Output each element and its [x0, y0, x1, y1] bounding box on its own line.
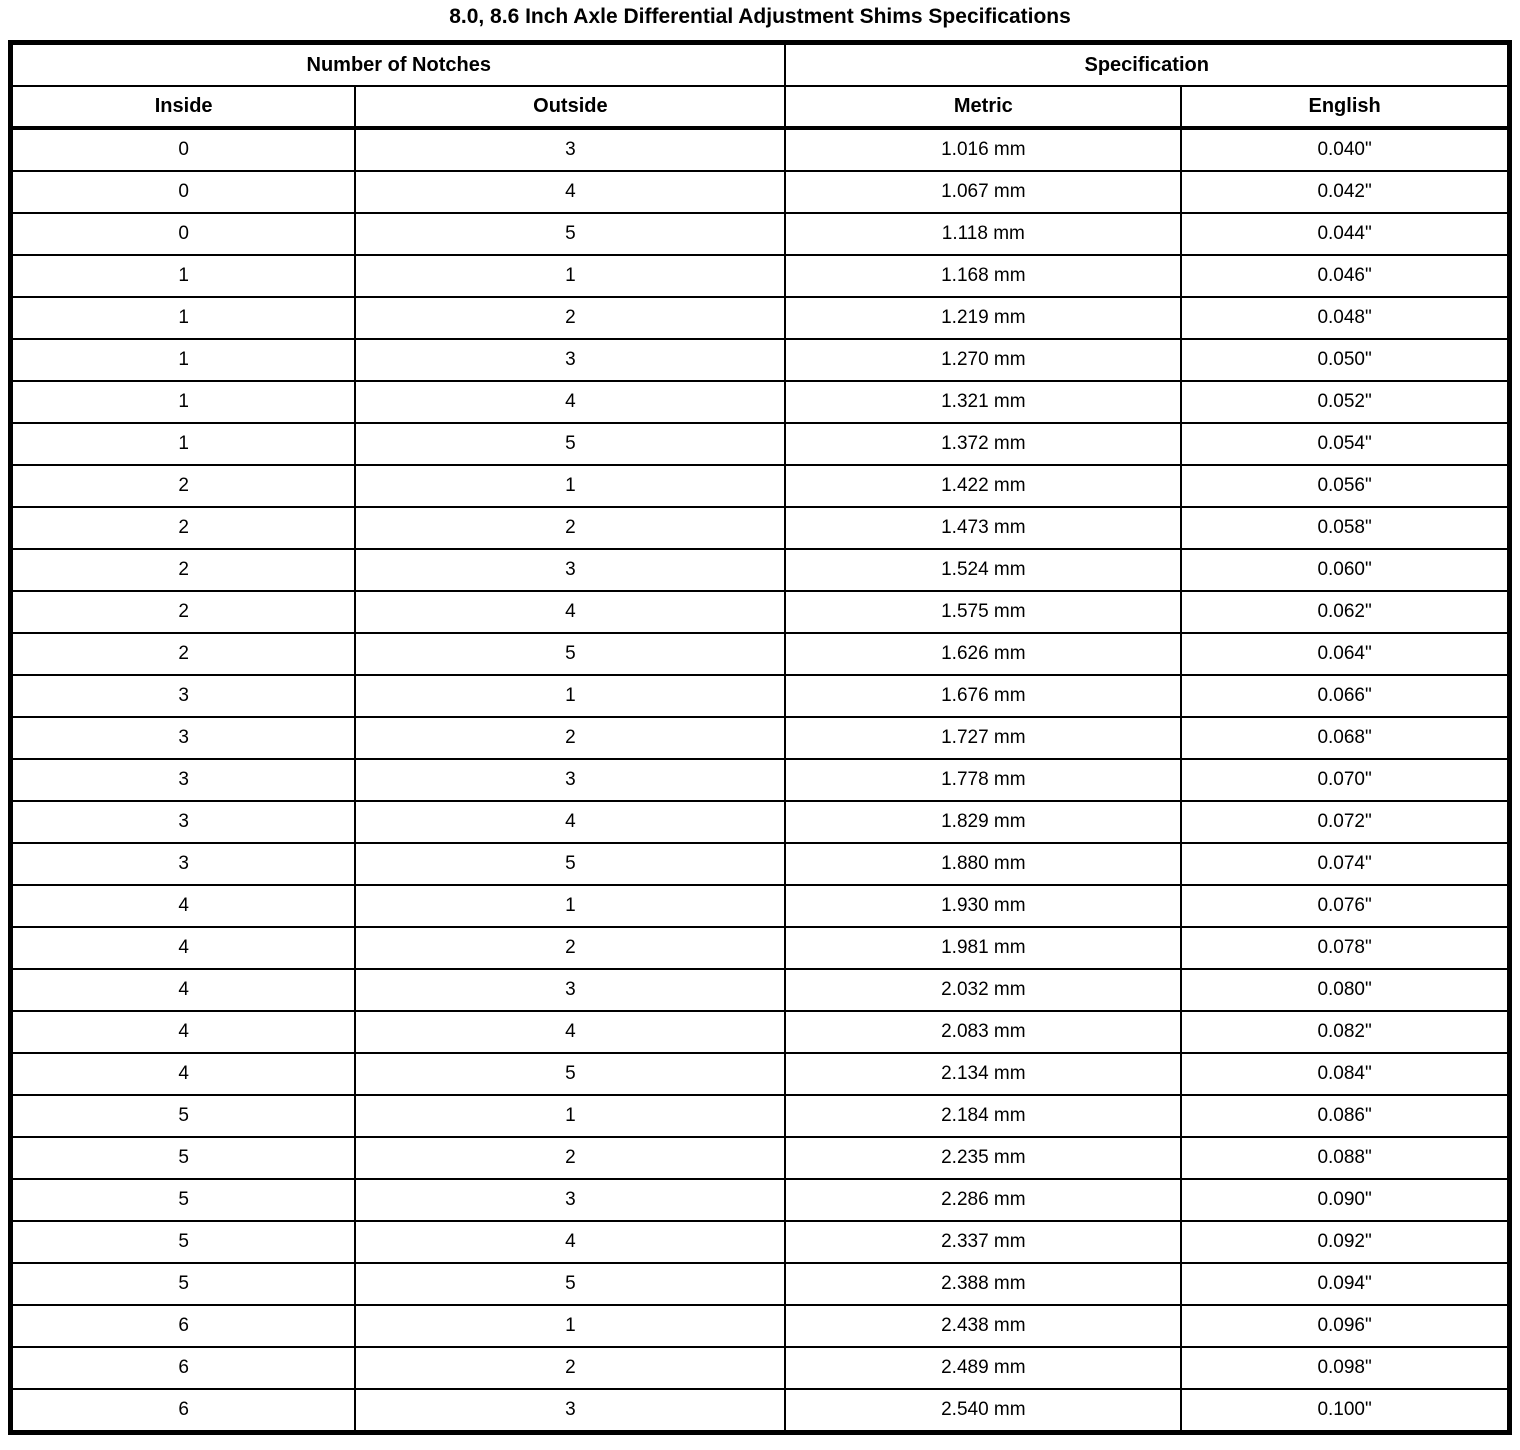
table-row: [11, 1179, 1510, 1221]
table-body: [11, 128, 1510, 1433]
cell-inside: 4: [11, 885, 356, 927]
cell-metric: 1.981 mm: [785, 927, 1181, 969]
cell-english: 0.082": [1181, 1011, 1509, 1053]
cell-inside: 3: [11, 801, 356, 843]
cell-inside: 6: [11, 1305, 356, 1347]
cell-metric: 2.286 mm: [785, 1179, 1181, 1221]
cell-inside: 2: [11, 591, 356, 633]
cell-outside: 3: [355, 549, 785, 591]
cell-inside: 4: [11, 1053, 356, 1095]
cell-metric: 1.727 mm: [785, 717, 1181, 759]
table-row: [11, 1389, 1510, 1433]
cell-metric: 2.134 mm: [785, 1053, 1181, 1095]
cell-english: 0.094": [1181, 1263, 1509, 1305]
cell-metric: 1.473 mm: [785, 507, 1181, 549]
cell-inside: 1: [11, 255, 356, 297]
cell-metric: 1.422 mm: [785, 465, 1181, 507]
table-row: [11, 549, 1510, 591]
cell-metric: 2.489 mm: [785, 1347, 1181, 1389]
table-row: [11, 1095, 1510, 1137]
cell-outside: 1: [355, 1305, 785, 1347]
cell-english: 0.056": [1181, 465, 1509, 507]
cell-outside: 2: [355, 927, 785, 969]
cell-outside: 1: [355, 465, 785, 507]
cell-inside: 3: [11, 675, 356, 717]
table-row: [11, 213, 1510, 255]
table-row: [11, 507, 1510, 549]
cell-outside: 1: [355, 885, 785, 927]
cell-metric: 1.118 mm: [785, 213, 1181, 255]
cell-english: 0.044": [1181, 213, 1509, 255]
table-row: [11, 423, 1510, 465]
cell-metric: 1.067 mm: [785, 171, 1181, 213]
cell-inside: 1: [11, 297, 356, 339]
cell-outside: 2: [355, 717, 785, 759]
cell-outside: 2: [355, 507, 785, 549]
cell-metric: 1.575 mm: [785, 591, 1181, 633]
cell-metric: 2.032 mm: [785, 969, 1181, 1011]
cell-metric: 1.270 mm: [785, 339, 1181, 381]
cell-english: 0.050": [1181, 339, 1509, 381]
cell-inside: 1: [11, 423, 356, 465]
table-row: [11, 969, 1510, 1011]
cell-outside: 3: [355, 339, 785, 381]
cell-metric: 1.524 mm: [785, 549, 1181, 591]
cell-inside: 5: [11, 1179, 356, 1221]
cell-outside: 2: [355, 1347, 785, 1389]
table-row: [11, 465, 1510, 507]
cell-english: 0.078": [1181, 927, 1509, 969]
cell-outside: 3: [355, 969, 785, 1011]
shim-spec-table: [8, 40, 1512, 1435]
cell-metric: 2.438 mm: [785, 1305, 1181, 1347]
cell-outside: 4: [355, 801, 785, 843]
cell-metric: 1.626 mm: [785, 633, 1181, 675]
cell-metric: 2.388 mm: [785, 1263, 1181, 1305]
cell-outside: 1: [355, 675, 785, 717]
column-header-metric: Metric: [785, 86, 1181, 128]
table-row: [11, 591, 1510, 633]
cell-english: 0.098": [1181, 1347, 1509, 1389]
cell-english: 0.064": [1181, 633, 1509, 675]
table-row: [11, 1305, 1510, 1347]
cell-metric: 2.083 mm: [785, 1011, 1181, 1053]
cell-outside: 1: [355, 1095, 785, 1137]
cell-metric: 1.372 mm: [785, 423, 1181, 465]
cell-inside: 4: [11, 969, 356, 1011]
cell-english: 0.046": [1181, 255, 1509, 297]
cell-outside: 5: [355, 1263, 785, 1305]
cell-metric: 2.235 mm: [785, 1137, 1181, 1179]
cell-inside: 1: [11, 381, 356, 423]
cell-english: 0.060": [1181, 549, 1509, 591]
cell-english: 0.054": [1181, 423, 1509, 465]
table-row: [11, 633, 1510, 675]
cell-english: 0.084": [1181, 1053, 1509, 1095]
table-row: [11, 297, 1510, 339]
cell-outside: 5: [355, 1053, 785, 1095]
cell-metric: 1.880 mm: [785, 843, 1181, 885]
column-header-outside: Outside: [355, 86, 785, 128]
cell-inside: 2: [11, 633, 356, 675]
cell-outside: 4: [355, 1011, 785, 1053]
cell-outside: 5: [355, 633, 785, 675]
cell-english: 0.074": [1181, 843, 1509, 885]
cell-english: 0.092": [1181, 1221, 1509, 1263]
cell-outside: 3: [355, 128, 785, 171]
cell-metric: 1.016 mm: [785, 128, 1181, 171]
cell-outside: 3: [355, 1389, 785, 1433]
cell-inside: 5: [11, 1263, 356, 1305]
cell-english: 0.096": [1181, 1305, 1509, 1347]
cell-english: 0.052": [1181, 381, 1509, 423]
cell-inside: 4: [11, 927, 356, 969]
cell-inside: 5: [11, 1137, 356, 1179]
cell-english: 0.042": [1181, 171, 1509, 213]
table-row: [11, 759, 1510, 801]
cell-outside: 4: [355, 1221, 785, 1263]
cell-metric: 1.930 mm: [785, 885, 1181, 927]
table-row: [11, 1221, 1510, 1263]
cell-inside: 3: [11, 759, 356, 801]
table-row: [11, 717, 1510, 759]
cell-metric: 1.778 mm: [785, 759, 1181, 801]
table-row: [11, 1347, 1510, 1389]
cell-outside: 2: [355, 297, 785, 339]
cell-inside: 6: [11, 1389, 356, 1433]
table-row: [11, 843, 1510, 885]
cell-metric: 1.676 mm: [785, 675, 1181, 717]
column-header-inside: Inside: [11, 86, 356, 128]
cell-inside: 3: [11, 717, 356, 759]
cell-outside: 4: [355, 171, 785, 213]
table-row: [11, 171, 1510, 213]
cell-inside: 3: [11, 843, 356, 885]
cell-english: 0.076": [1181, 885, 1509, 927]
cell-english: 0.048": [1181, 297, 1509, 339]
cell-outside: 5: [355, 423, 785, 465]
cell-english: 0.068": [1181, 717, 1509, 759]
group-header-specification: Specification: [785, 43, 1509, 87]
cell-english: 0.062": [1181, 591, 1509, 633]
table-row: [11, 1053, 1510, 1095]
table-row: [11, 1137, 1510, 1179]
cell-metric: 2.184 mm: [785, 1095, 1181, 1137]
cell-inside: 2: [11, 549, 356, 591]
cell-inside: 0: [11, 171, 356, 213]
column-header-english: English: [1181, 86, 1509, 128]
table-row: [11, 801, 1510, 843]
cell-inside: 2: [11, 507, 356, 549]
cell-inside: 2: [11, 465, 356, 507]
table-row: [11, 927, 1510, 969]
table-row: [11, 128, 1510, 171]
cell-english: 0.040": [1181, 128, 1509, 171]
cell-outside: 2: [355, 1137, 785, 1179]
group-header-number-of-notches: Number of Notches: [11, 43, 786, 87]
cell-inside: 5: [11, 1221, 356, 1263]
cell-metric: 1.829 mm: [785, 801, 1181, 843]
cell-english: 0.090": [1181, 1179, 1509, 1221]
cell-inside: 0: [11, 213, 356, 255]
cell-english: 0.066": [1181, 675, 1509, 717]
cell-metric: 2.337 mm: [785, 1221, 1181, 1263]
cell-outside: 4: [355, 381, 785, 423]
cell-metric: 2.540 mm: [785, 1389, 1181, 1433]
table-row: [11, 675, 1510, 717]
cell-inside: 0: [11, 128, 356, 171]
cell-outside: 4: [355, 591, 785, 633]
table-row: [11, 1011, 1510, 1053]
cell-english: 0.058": [1181, 507, 1509, 549]
table-row: [11, 885, 1510, 927]
page-title: 8.0, 8.6 Inch Axle Differential Adjustment Shims Specifications: [449, 5, 1071, 28]
table-row: [11, 339, 1510, 381]
cell-outside: 5: [355, 843, 785, 885]
table-row: [11, 381, 1510, 423]
cell-outside: 3: [355, 759, 785, 801]
cell-inside: 6: [11, 1347, 356, 1389]
cell-metric: 1.321 mm: [785, 381, 1181, 423]
table-row: [11, 1263, 1510, 1305]
cell-metric: 1.219 mm: [785, 297, 1181, 339]
cell-metric: 1.168 mm: [785, 255, 1181, 297]
cell-english: 0.072": [1181, 801, 1509, 843]
cell-outside: 5: [355, 213, 785, 255]
cell-english: 0.088": [1181, 1137, 1509, 1179]
table-row: [11, 255, 1510, 297]
cell-outside: 1: [355, 255, 785, 297]
cell-english: 0.080": [1181, 969, 1509, 1011]
cell-outside: 3: [355, 1179, 785, 1221]
cell-english: 0.100": [1181, 1389, 1509, 1433]
cell-inside: 5: [11, 1095, 356, 1137]
group-header-row: [11, 43, 1510, 87]
cell-inside: 1: [11, 339, 356, 381]
cell-english: 0.086": [1181, 1095, 1509, 1137]
cell-english: 0.070": [1181, 759, 1509, 801]
column-header-row: [11, 86, 1510, 128]
cell-inside: 4: [11, 1011, 356, 1053]
